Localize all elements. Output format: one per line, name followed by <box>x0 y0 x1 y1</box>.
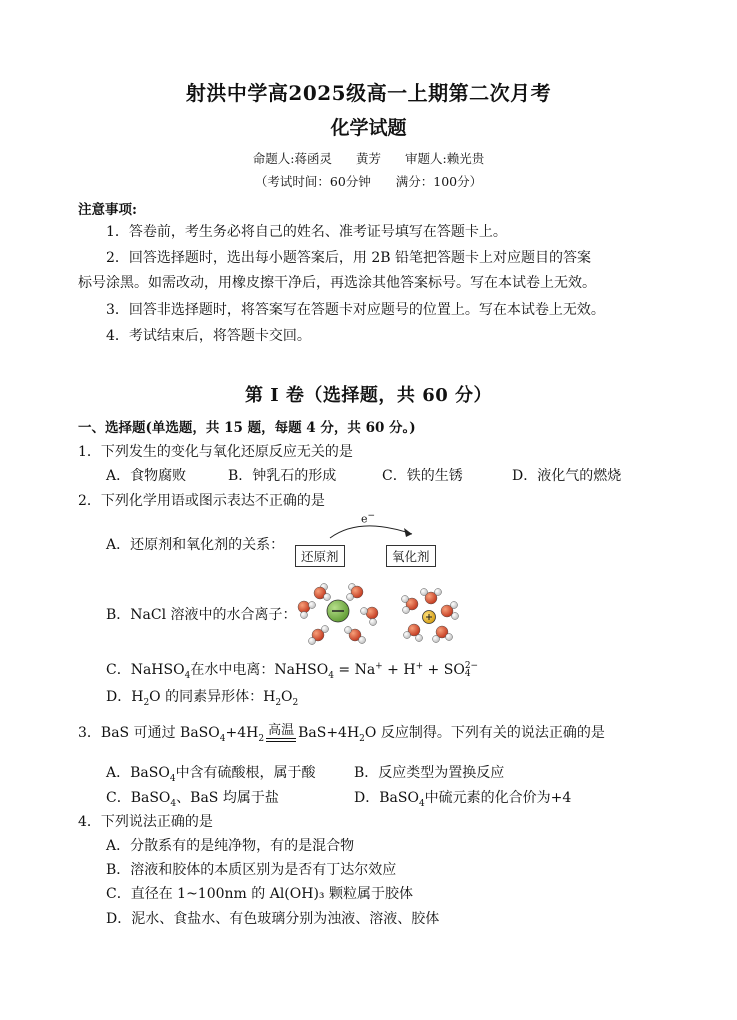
q1-stem: 1．下列发生的变化与氧化还原反应无关的是 <box>78 444 353 460</box>
q2-stem: 2．下列化学用语或图示表达不正确的是 <box>78 493 325 509</box>
sodium-cluster <box>402 589 459 643</box>
notice-heading: 注意事项: <box>78 202 137 218</box>
exam-title: 射洪中学高2025级高一上期第二次月考 <box>185 81 552 105</box>
author2: 黄芳 <box>355 151 381 166</box>
q1-option-b: B．钟乳石的形成 <box>228 468 337 484</box>
q4-option-d: D．泥水、食盐水、有色玻璃分别为浊液、溶液、胶体 <box>106 911 440 927</box>
q1-option-a: A．食物腐败 <box>106 468 187 484</box>
q3-option-d: D．BaSO$_4$中硫元素的化合价为+4 <box>354 790 572 809</box>
q4-option-b: B．溶液和胶体的本质区别为是否有丁达尔效应 <box>106 862 397 878</box>
q4-option-c: C．直径在 1~100nm 的 Al(OH)₃ 颗粒属于胶体 <box>106 886 413 902</box>
reaction-condition: 高温 <box>266 724 296 742</box>
notice-item-2: 2．回答选择题时，选出每小题答案后，用 2B 铅笔把答题卡上对应题目的答案 <box>106 250 592 266</box>
electron-label: e− <box>361 511 376 526</box>
q3-option-c: C．BaSO$_4$、BaS 均属于盐 <box>106 790 279 809</box>
q4-stem: 4．下列说法正确的是 <box>78 814 213 830</box>
chloride-cluster <box>298 584 378 645</box>
section-heading: 一、选择题(单选题，共 15 题，每题 4 分，共 60 分。) <box>78 420 416 436</box>
notice-item-3: 3．回答非选择题时，将答案写在答题卡对应题号的位置上。写在本试卷上无效。 <box>106 302 605 318</box>
q2-option-a: A．还原剂和氧化剂的关系： <box>106 537 285 553</box>
reducing-agent-box: 还原剂 <box>295 545 345 567</box>
notice-item-1: 1．答卷前，考生务必将自己的姓名、准考证号填写在答题卡上。 <box>106 224 507 240</box>
notice-item-4: 4．考试结束后，将答题卡交回。 <box>106 328 311 344</box>
q1-option-d: D．液化气的燃烧 <box>512 468 622 484</box>
q2-option-d: D．$H_2O$ 的同素异形体：$H_2O_2$ <box>106 689 299 708</box>
author-line <box>0 149 737 167</box>
q2-option-c: C．NaHSO$_4$在水中电离：NaHSO$_4$ = Na+ + H+ + SO 2− 4 <box>106 661 479 681</box>
section-title: 第 I 卷（选择题，共 60 分） <box>244 385 493 406</box>
exam-subtitle: 化学试题 <box>330 117 407 139</box>
oxidizing-agent-box: 氧化剂 <box>386 545 436 567</box>
q3-stem: 3．BaS 可通过 $BaSO_4+4H_2$ 高温 $BaS+4H_2O$ 反应制得。下列有关的说法正确的是 <box>78 723 605 744</box>
hydrated-ions-diagram <box>296 575 466 647</box>
notice-item-2-cont: 标号涂黑。如需改动，用橡皮擦干净后，再选涂其他答案标号。写在本试卷上无效。 <box>78 275 596 291</box>
q1-option-c: C．铁的生锈 <box>382 468 463 484</box>
q3-option-b: B．反应类型为置换反应 <box>354 765 505 781</box>
exam-info: （考试时间：60分钟 满分：100分） <box>254 174 483 189</box>
q4-option-a: A．分散系有的是纯净物，有的是混合物 <box>106 838 355 854</box>
author-label: 命题人:蒋函灵 <box>252 151 332 166</box>
q3-option-a: A．BaSO$_4$中含有硫酸根，属于酸 <box>106 765 316 784</box>
q2-option-b: B．NaCl 溶液中的水合离子： <box>106 607 297 623</box>
reviewer: 审题人:赖光贵 <box>405 151 485 166</box>
